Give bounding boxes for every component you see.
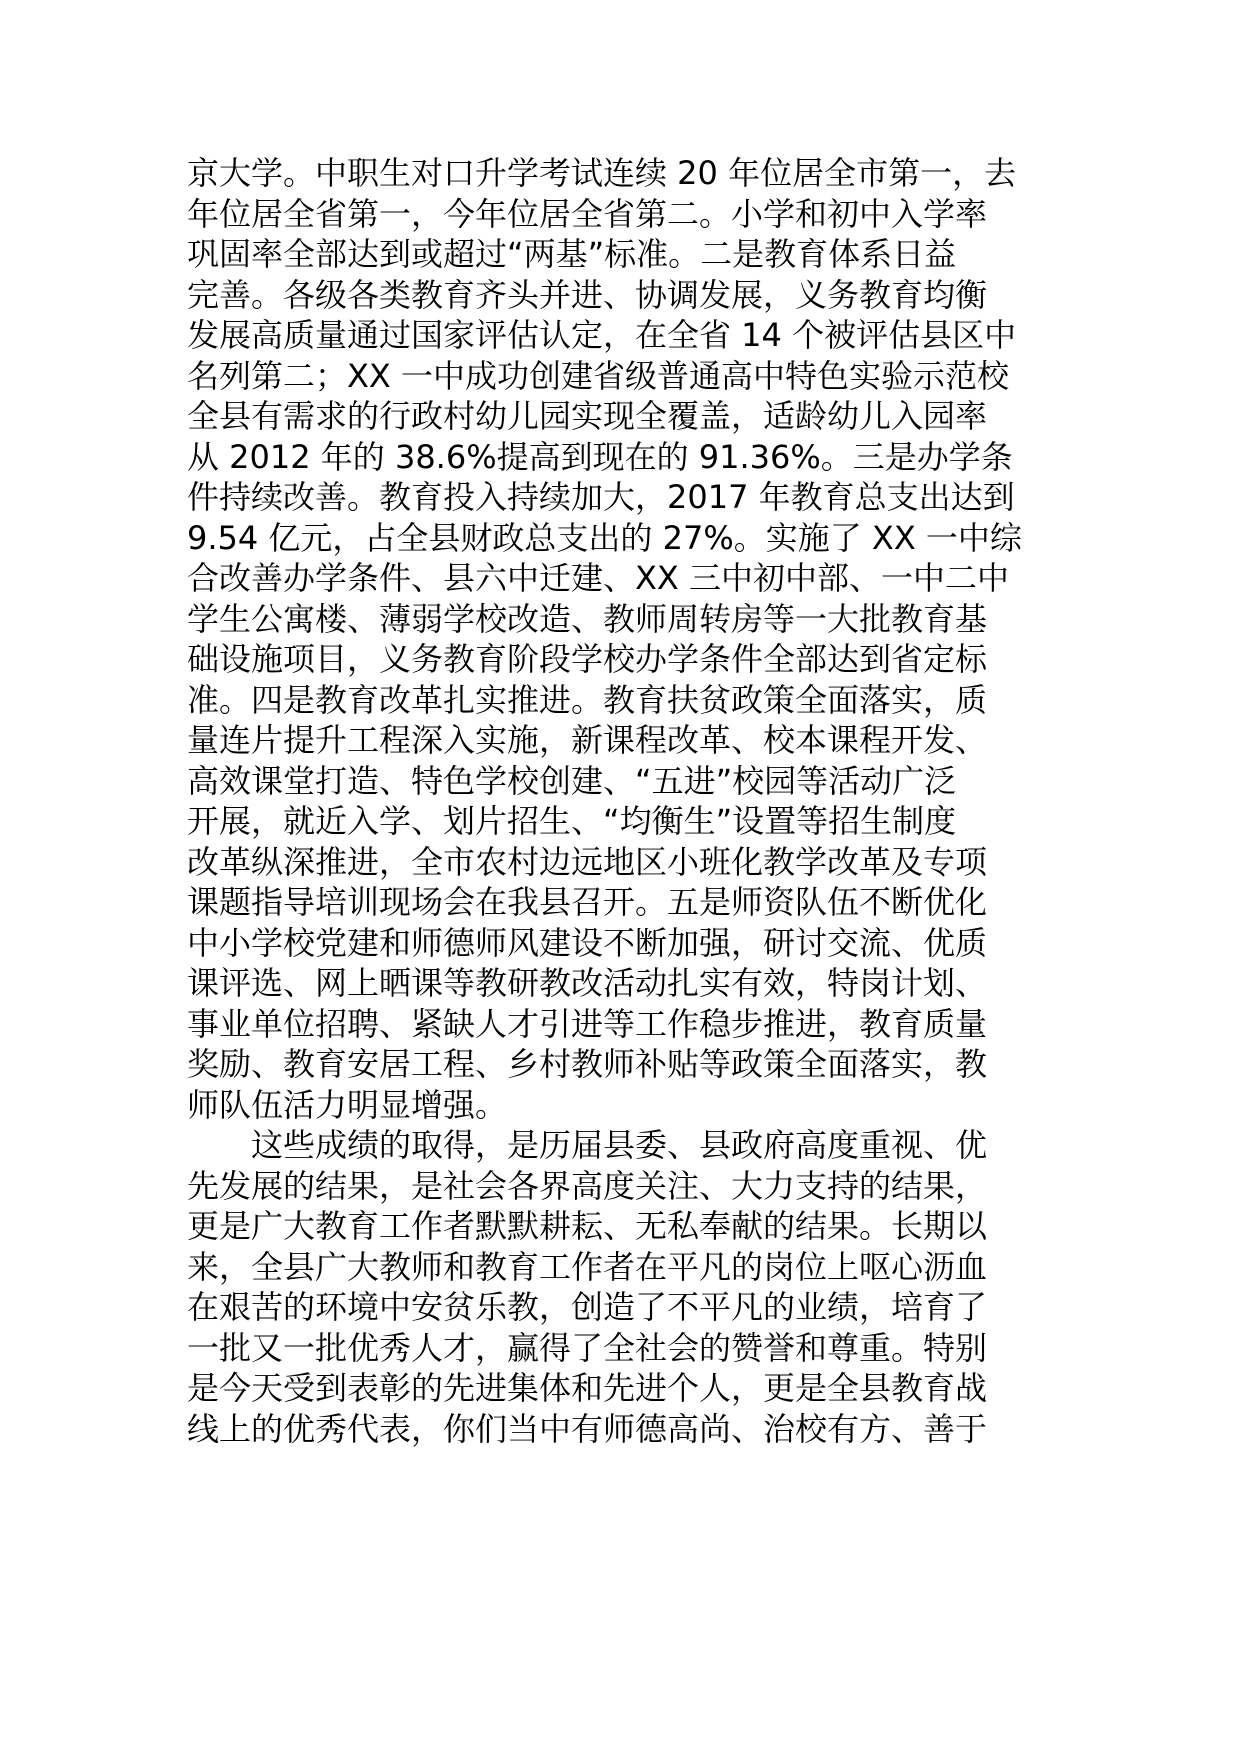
text-line: 先发展的结果，是社会各界高度关注、大力支持的结果，	[187, 1166, 988, 1205]
text-line: 课评选、网上晒课等教研教改活动扎实有效，特岗计划、	[187, 964, 988, 1002]
text-line: 改革纵深推进，全市农村边远地区小班化教学改革及专项	[187, 842, 988, 881]
text-line: 学生公寓楼、薄弱学校改造、教师周转房等一大批教育基	[187, 599, 988, 638]
text-line: 更是广大教育工作者默默耕耘、无私奉献的结果。长期以	[187, 1207, 988, 1245]
text-line: 准。四是教育改革扎实推进。教育扶贫政策全面落实，质	[187, 680, 988, 719]
text-line: 课题指导培训现场会在我县召开。五是师资队伍不断优化	[187, 883, 988, 921]
text-line: 事业单位招聘、紧缺人才引进等工作稳步推进，教育质量	[187, 1004, 988, 1043]
text-line: 开展，就近入学、划片招生、“均衡生”设置等招生制度	[187, 802, 957, 840]
text-line: 来，全县广大教师和教育工作者在平凡的岗位上呕心沥血	[187, 1247, 988, 1286]
text-line: 9.54 亿元，占全县财政总支出的 27%。实施了 XX 一中综	[187, 518, 1022, 557]
text-line: 础设施项目，义务教育阶段学校办学条件全部达到省定标	[187, 640, 988, 678]
paragraph-2	[187, 1125, 1057, 1449]
body-text	[187, 153, 1057, 1449]
text-line: 发展高质量通过国家评估认定，在全省 14 个被评估县区中	[187, 316, 1017, 354]
text-line: 巩固率全部达到或超过“两基”标准。二是教育体系日益	[187, 235, 957, 273]
text-line: 师队伍活力明显增强。	[187, 1085, 508, 1124]
text-line: 是今天受到表彰的先进集体和先进个人，更是全县教育战	[187, 1369, 988, 1407]
text-line: 年位居全省第一，今年位居全省第二。小学和初中入学率	[187, 194, 988, 233]
text-line: 量连片提升工程深入实施，新课程改革、校本课程开发、	[187, 721, 988, 759]
text-line: 合改善办学条件、县六中迁建、XX 三中初中部、一中二中	[187, 559, 1010, 597]
text-line: 线上的优秀代表，你们当中有师德高尚、治校有方、善于	[187, 1409, 988, 1448]
text-line: 高效课堂打造、特色学校创建、“五进”校园等活动广泛	[187, 761, 957, 800]
paragraph-1	[187, 153, 1057, 1125]
text-line: 一批又一批优秀人才，赢得了全社会的赞誉和尊重。特别	[187, 1328, 988, 1367]
text-line: 奖励、教育安居工程、乡村教师补贴等政策全面落实，教	[187, 1045, 988, 1083]
text-line: 中小学校党建和师德师风建设不断加强，研讨交流、优质	[187, 923, 988, 962]
text-line: 在艰苦的环境中安贫乐教，创造了不平凡的业绩，培育了	[187, 1288, 988, 1326]
text-line: 从 2012 年的 38.6%提高到现在的 91.36%。三是办学条	[187, 437, 1013, 476]
text-line: 完善。各级各类教育齐头并进、协调发展，义务教育均衡	[187, 275, 988, 314]
text-line: 名列第二；XX 一中成功创建省级普通高中特色实验示范校	[187, 356, 1010, 395]
text-line: 京大学。中职生对口升学考试连续 20 年位居全市第一，去	[187, 154, 1017, 192]
text-line: 这些成绩的取得，是历届县委、县政府高度重视、优	[251, 1126, 988, 1164]
text-line: 件持续改善。教育投入持续加大，2017 年教育总支出达到	[187, 478, 1015, 516]
text-line: 全县有需求的行政村幼儿园实现全覆盖，适龄幼儿入园率	[187, 397, 988, 435]
